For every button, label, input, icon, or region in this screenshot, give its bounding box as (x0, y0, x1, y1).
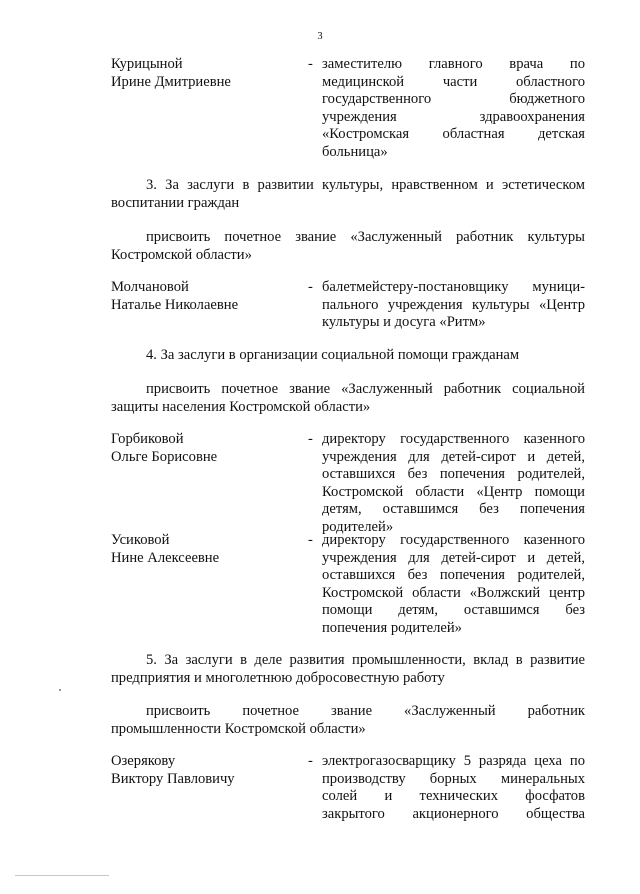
award-clause: присвоить почетное звание «Заслуженный работник промышленности Костромской области» (111, 703, 585, 737)
entry-dash: - (308, 431, 313, 447)
recipient-name: Курицыной Ирине Дмитриевне (111, 56, 231, 90)
scan-artifact (15, 875, 109, 876)
section-heading: 5. За заслуги в деле развития промышленности, вклад в развитие предприятия и многолетнюю добросовестную работу (111, 652, 585, 686)
award-clause: присвоить почетное звание «Заслуженный работник социальной защиты населения Костромской области» (111, 381, 585, 415)
entry-dash: - (308, 56, 313, 72)
recipient-position: балетмейстеру-постановщику муници- пального учреждения культуры «Центр культуры и досуга «Ритм» (322, 279, 585, 331)
recipient-name: Усиковой Нине Алексеевне (111, 532, 220, 566)
entry-dash: - (308, 279, 313, 295)
recipient-name: Озерякову Виктору Павловичу (111, 753, 235, 787)
recipient-name: Молчановой Наталье Николаевне (111, 279, 239, 313)
section-heading: 4. За заслуги в организации социальной помощи гражданам (146, 347, 520, 363)
scan-artifact (59, 689, 61, 691)
recipient-position: директору государственного казенного учреждения для детей-сирот и детей, оставшихся без попечения родителей, Костромской области «Центр помощи детям, оставшимся без попечения родителей» (322, 431, 585, 535)
recipient-position: заместителю главного врача по медицинской части областного государственного бюджетного учреждения здравоохранения «Костромская областная детская больница» (322, 56, 585, 160)
section-heading: 3. За заслуги в развитии культуры, нравственном и эстетическом воспитании граждан (111, 177, 585, 211)
entry-dash: - (308, 753, 313, 769)
page-number: 3 (317, 31, 323, 42)
recipient-name: Горбиковой Ольге Борисовне (111, 431, 218, 465)
award-clause: присвоить почетное звание «Заслуженный работник культуры Костромской области» (111, 229, 585, 263)
recipient-position: директору государственного казенного учреждения для детей-сирот и детей, оставшихся без попечения родителей, Костромской области «Волжский центр помощи детям, оставшимся без попечения родителей» (322, 532, 585, 636)
recipient-position: электрогазосварщику 5 разряда цеха по производству борных минеральных солей и технических фосфатов закрытого акционерного общества (322, 753, 585, 822)
entry-dash: - (308, 532, 313, 548)
